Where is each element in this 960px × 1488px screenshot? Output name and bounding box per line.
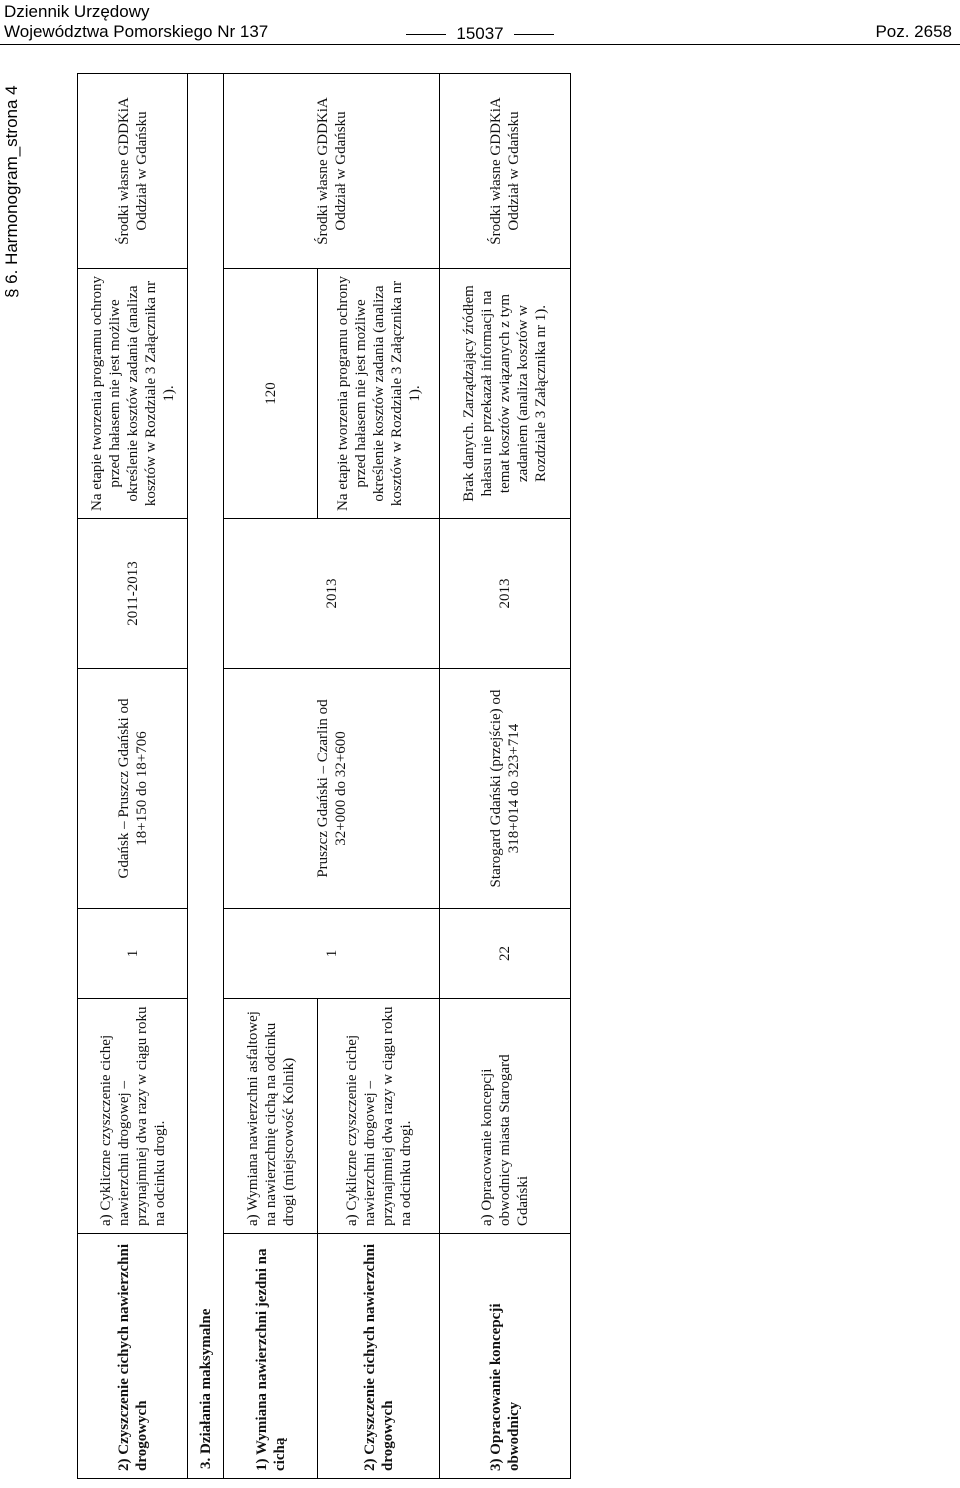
number-cell: 22 [440,909,571,999]
schedule-table-rotated [77,74,570,1479]
section-title-text: § 6. Harmonogram_strona 4 [2,85,21,298]
location-cell: Starogard Gdański (przejście) od 318+014 do 323+714 [440,669,571,909]
page-number [0,24,960,44]
location-cell: Pruszcz Gdański – Czarlin od 32+000 do 32+600 [224,669,440,909]
funding-cell: Środki własne GDDKiA Oddział w Gdańsku [440,74,571,269]
measure-cell: 2) Czyszczenie cichych nawierzchni drogowych [78,1234,188,1479]
action-cell: a) Cykliczne czyszczenie cichej nawierzchni drogowej – przynajmniej dwa razy w ciągu roku na odcinku drogi. [78,999,188,1234]
table-row [224,74,318,1479]
table-row [78,74,188,1479]
measure-cell: 3) Opracowanie koncepcji obwodnicy [440,1234,571,1479]
table-row [440,74,571,1479]
funding-cell: Środki własne GDDKiA Oddział w Gdańsku [224,74,440,269]
journal-title-line2: Województwa Pomorskiego Nr 137 [4,22,269,41]
page-number-text: 15037 [456,24,504,43]
position-number: Poz. 2658 [875,22,952,41]
period-cell: 2013 [224,519,440,669]
cost-cell: 120 [224,269,318,519]
section-row [188,74,224,1479]
number-cell: 1 [78,909,188,999]
journal-title-line1: Dziennik Urzędowy [4,2,150,21]
action-cell: a) Cykliczne czyszczenie cichej nawierzchni drogowej – przynajmniej dwa razy w ciągu roku na odcinku drogi. [318,999,440,1234]
action-cell: a) Wymiana nawierzchni asfaltowej na nawierzchnię cichą na odcinku drogi (miejscowość Kolnik) [224,999,318,1234]
cost-cell: Na etapie tworzenia programu ochrony przed hałasem nie jest możliwe określenie kosztów zadania (analiza kosztów w Rozdziale 3 Załącznika nr 1). [78,269,188,519]
measure-cell: 1) Wymiana nawierzchni jezdni na cichą [224,1234,318,1479]
dash-right [514,34,554,35]
cost-cell: Na etapie tworzenia programu ochrony przed hałasem nie jest możliwe określenie kosztów zadania (analiza kosztów w Rozdziale 3 Załącznika nr 1). [318,269,440,519]
section-title-vertical [0,64,30,304]
location-cell: Gdańsk – Pruszcz Gdański od 18+150 do 18+706 [78,669,188,909]
action-cell: a) Opracowanie koncepcji obwodnicy miasta Starogard Gdański [440,999,571,1234]
header-rule [0,44,960,45]
section-heading: 3. Działania maksymalne [188,74,224,1479]
funding-cell: Środki własne GDDKiA Oddział w Gdańsku [78,74,188,269]
cost-cell: Brak danych. Zarządzający źródłem hałasu nie przekazał informacji na temat kosztów związanych z tym zadaniem (analiza kosztów w Rozdziale 3 Załącznika nr 1). [440,269,571,519]
period-cell: 2013 [440,519,571,669]
schedule-table-wrapper [77,74,570,1479]
schedule-table [77,73,571,1479]
dash-left [406,34,446,35]
measure-cell: 2) Czyszczenie cichych nawierzchni drogowych [318,1234,440,1479]
period-cell: 2011-2013 [78,519,188,669]
number-cell: 1 [224,909,440,999]
